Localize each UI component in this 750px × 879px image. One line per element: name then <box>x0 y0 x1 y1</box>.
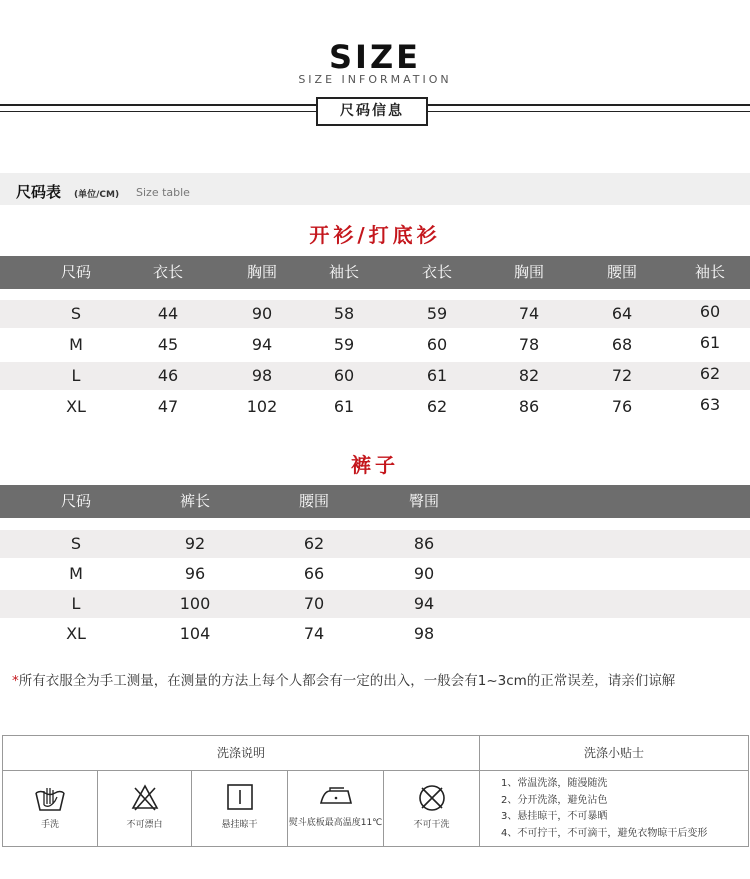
hand-wash-icon <box>33 783 67 813</box>
tops-cell: 63 <box>699 395 721 414</box>
care-label: 不可漂白 <box>126 820 163 830</box>
tops-cell: 58 <box>333 304 355 323</box>
no-dry-clean-icon <box>417 783 447 813</box>
tops-cell: 98 <box>251 366 273 385</box>
size-info-tag: 尺码信息 <box>316 97 428 126</box>
care-tip: 3、悬挂晾干，不可暴晒 <box>501 811 608 822</box>
tops-header-cell: 衣长 <box>421 263 453 281</box>
tops-cell: 59 <box>426 304 448 323</box>
pants-table-header <box>0 485 750 518</box>
care-tips-header: 洗涤小贴士 <box>480 736 748 771</box>
care-divider <box>479 736 480 846</box>
pants-cell: L <box>71 594 81 613</box>
care-item-no-dry-clean <box>384 771 479 846</box>
tops-table-header <box>0 256 750 289</box>
tops-cell: 86 <box>518 397 540 416</box>
pants-cell: 86 <box>413 534 435 553</box>
tops-header-cell: 尺码 <box>60 263 92 281</box>
size-table-english: Size table <box>136 186 190 199</box>
tops-cell: 78 <box>518 335 540 354</box>
care-table <box>2 735 749 847</box>
table-row <box>0 590 750 618</box>
size-title: SIZE <box>328 38 421 76</box>
care-tip: 1、常温洗涤，随漫随洗 <box>501 778 608 789</box>
tops-cell: 102 <box>246 397 278 416</box>
care-tips-list <box>501 776 707 842</box>
tops-section-title: 开衫/打底衫 <box>309 223 441 247</box>
care-item-iron <box>288 771 383 846</box>
tops-cell: 68 <box>611 335 633 354</box>
size-subtitle: SIZE INFORMATION <box>298 73 452 86</box>
table-row <box>0 393 750 421</box>
pants-cell: 70 <box>303 594 325 613</box>
care-item-hand-wash <box>3 771 97 846</box>
tops-cell: 60 <box>426 335 448 354</box>
pants-cell: 94 <box>413 594 435 613</box>
tops-header-cell: 袖长 <box>328 263 360 281</box>
no-bleach-icon <box>130 783 160 811</box>
tops-cell: 59 <box>333 335 355 354</box>
tops-header-cell: 胸围 <box>513 263 545 281</box>
note-star: * <box>12 673 19 689</box>
tops-cell: 62 <box>426 397 448 416</box>
table-row <box>0 620 750 648</box>
care-label: 悬挂晾干 <box>221 820 258 830</box>
tops-header-cell: 胸围 <box>246 263 278 281</box>
hang-dry-icon <box>225 783 255 811</box>
care-label: 手洗 <box>40 820 59 830</box>
tops-cell: 82 <box>518 366 540 385</box>
pants-cell: S <box>70 534 82 553</box>
tops-cell: 72 <box>611 366 633 385</box>
pants-header-cell: 臀围 <box>408 492 440 510</box>
pants-cell: 90 <box>413 564 435 583</box>
care-instructions-header: 洗涤说明 <box>3 736 479 771</box>
tops-cell: M <box>69 335 83 354</box>
care-label: 熨斗底板最高温度11℃ <box>288 818 383 828</box>
pants-cell: 98 <box>413 624 435 643</box>
tops-cell: 61 <box>699 333 721 352</box>
pants-cell: M <box>69 564 83 583</box>
tops-header-cell: 腰围 <box>606 263 638 281</box>
tops-cell: XL <box>66 397 86 416</box>
care-item-hang-dry <box>192 771 287 846</box>
pants-cell: 100 <box>179 594 211 613</box>
size-table-unit: (单位/CM) <box>74 190 120 200</box>
tops-cell: 61 <box>333 397 355 416</box>
table-row <box>0 560 750 588</box>
tops-cell: 61 <box>426 366 448 385</box>
care-item-no-bleach <box>98 771 191 846</box>
tops-cell: 74 <box>518 304 540 323</box>
iron-icon <box>318 783 354 809</box>
tops-cell: 64 <box>611 304 633 323</box>
table-row <box>0 530 750 558</box>
care-label: 不可干洗 <box>413 820 450 830</box>
tops-cell: 45 <box>157 335 179 354</box>
tops-cell: 60 <box>333 366 355 385</box>
table-row <box>0 362 750 390</box>
measurement-note <box>12 669 675 689</box>
table-row <box>0 331 750 359</box>
tops-cell: 62 <box>699 364 721 383</box>
care-tip: 4、不可拧干，不可滴干，避免衣物晾干后变形 <box>501 827 708 839</box>
pants-header-cell: 尺码 <box>60 492 92 510</box>
tops-cell: 60 <box>699 302 721 321</box>
tops-cell: 44 <box>157 304 179 323</box>
pants-cell: 74 <box>303 624 325 643</box>
tops-header-cell: 衣长 <box>152 263 184 281</box>
tops-cell: 90 <box>251 304 273 323</box>
pants-cell: 104 <box>179 624 211 643</box>
tops-cell: 47 <box>157 397 179 416</box>
pants-cell: 96 <box>184 564 206 583</box>
tops-cell: 46 <box>157 366 179 385</box>
pants-header-cell: 腰围 <box>298 492 330 510</box>
size-table-title: 尺码表 <box>16 183 62 201</box>
note-text: 所有衣服全为手工测量，在测量的方法上每个人都会有一定的出入，一般会有1~3cm的正常误差，请亲们谅解 <box>18 673 676 689</box>
pants-cell: 62 <box>303 534 325 553</box>
pants-cell: 66 <box>303 564 325 583</box>
pants-cell: XL <box>66 624 86 643</box>
tops-header-cell: 袖长 <box>694 263 726 281</box>
care-tip: 2、分开洗涤，避免沾色 <box>501 794 608 806</box>
pants-header-cell: 裤长 <box>179 492 211 510</box>
tops-cell: 94 <box>251 335 273 354</box>
pants-cell: 92 <box>184 534 206 553</box>
table-row <box>0 300 750 328</box>
tops-cell: S <box>70 304 82 323</box>
pants-section-title: 裤子 <box>351 453 399 477</box>
tops-cell: L <box>71 366 81 385</box>
tops-cell: 76 <box>611 397 633 416</box>
